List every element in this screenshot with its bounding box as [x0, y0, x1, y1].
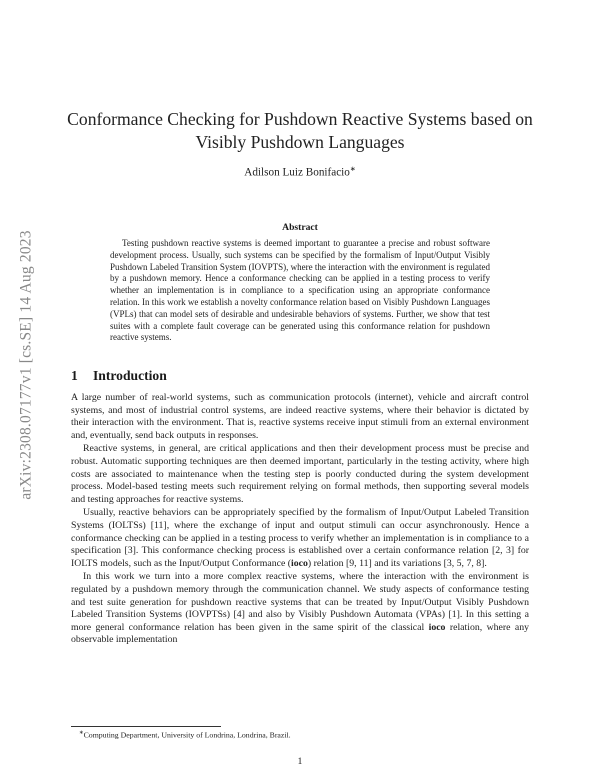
section-heading	[71, 368, 167, 384]
footnote	[79, 730, 291, 740]
footnote-mark: ∗	[79, 730, 84, 736]
arxiv-identifier	[14, 185, 40, 545]
title-line-1: Conformance Checking for Pushdown Reactive Systems based on	[67, 109, 533, 129]
paragraph-3-text-a: Usually, reactive behaviors can be appropriately specified by the formalism of Input/Output Labeled Transition Systems (IOLTSs) [11], where the exchange of input and output stimuli can occur asynchronously. Hence a conformance checking can be applied in a testing process to verify whether an implementation is in compliance to a specification [3]. This conformance checking process is established over a certain conformance relation [2, 3] for IOLTS models, such as the Input/Output Conformance (	[71, 507, 529, 569]
abstract-text: Testing pushdown reactive systems is deemed important to guarantee a precise and robust software development process. Usually, such systems can be specified by the formalism of Input/Output Visibly Pushdown Labeled Transition System (IOVPTS), where the interaction with the environment is regulated by a pushdown memory. Hence a conformance checking can be applied in a testing process to verify whether an implementation is in compliance to a specification using an appropriate conformance relation. In this work we establish a novelty conformance relation based on Visibly Pushdown Languages (VPLs) that can model sets of desirable and undesirable behaviors of systems. Further, we show that test suites with a complete fault coverage can be generated using this conformance relation for pushdown reactive systems.	[110, 238, 490, 343]
ioco-term: ioco	[428, 621, 446, 633]
paragraph-3	[71, 507, 529, 570]
paragraph-2: Reactive systems, in general, are critical applications and then their development process must be precise and robust. Automatic supporting techniques are then deemed important, particularly in the testing activity, where high costs are associated to maintenance when the testing step is poorly conducted during the system development process. Model-based testing meets such requirement relying on formal methods, then supporting several models and testing approaches for reactive systems.	[71, 443, 529, 505]
abstract-heading: Abstract	[282, 222, 318, 233]
author-footnote-mark: ∗	[349, 165, 356, 173]
paragraph-4-text-a: In this work we turn into a more complex reactive systems, where the interaction with the environment is regulated by a pushdown memory through the communication channel. We study aspects of conformance testing and test suite generation for pushdown reactive systems that can be treated by Input/Output Visibly Pushdown Labeled Transition Systems (IOVPTSs) [4] and also by Visibly Pushdown Automata (VPAs) [1]. In this setting a more general conformance relation has been given in the same spirit of the classical	[71, 571, 529, 633]
footnote-rule	[71, 726, 221, 727]
paper-title	[60, 108, 540, 154]
page-number: 1	[297, 756, 303, 767]
author-line	[60, 165, 540, 179]
title-line-2: Visibly Pushdown Languages	[195, 132, 405, 152]
section-number: 1	[71, 368, 78, 383]
paragraph-1: A large number of real-world systems, such as communication protocols (internet), vehicle and aircraft control systems, and most of industrial control systems, are indeed reactive systems, where their behavior is dictated by their interaction with the environment. That is, reactive systems receive input stimuli from an external environment and, eventually, send back outputs in responses.	[71, 392, 529, 441]
body-text	[71, 392, 529, 648]
arxiv-id-text: arXiv:2308.07177v1 [cs.SE] 14 Aug 2023	[18, 230, 36, 500]
paragraph-4-text-b: relation, where any observable implementation	[71, 621, 530, 646]
footnote-text: Computing Department, University of Londrina, Londrina, Brazil.	[83, 730, 291, 740]
ioco-term: ioco	[291, 557, 308, 569]
section-title: Introduction	[93, 368, 167, 383]
author-name: Adilson Luiz Bonifacio	[244, 166, 350, 179]
paragraph-3-text-b: ) relation [9, 11] and its variations [3, 5, 7, 8].	[307, 557, 487, 569]
paragraph-4	[71, 571, 529, 647]
